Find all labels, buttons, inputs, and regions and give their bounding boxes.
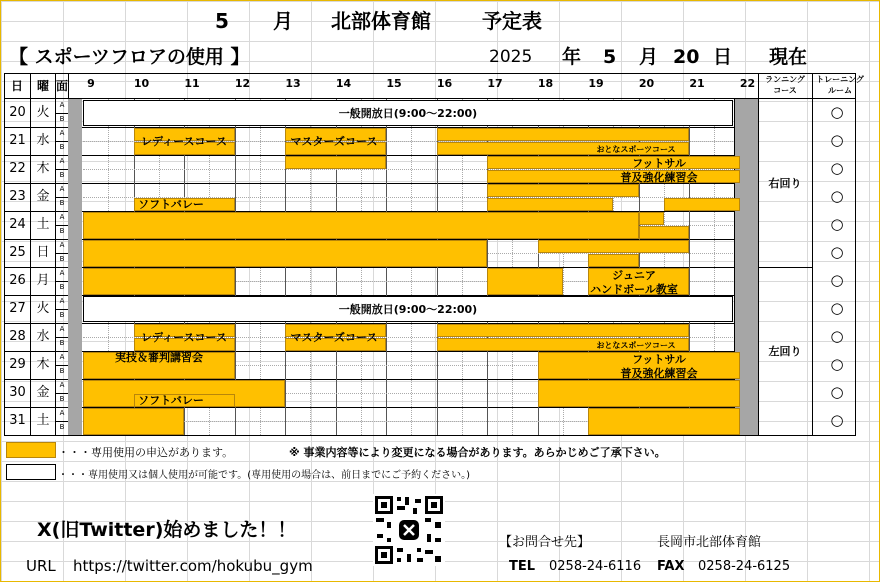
court-divider	[56, 169, 68, 170]
as-of-label: 現在	[769, 46, 808, 68]
training-available-mark: ○	[830, 131, 844, 149]
court-a: A	[59, 157, 65, 165]
training-available-mark: ○	[830, 271, 844, 289]
title-venue: 北部体育館	[331, 9, 431, 33]
otona-sports-label-2: おとなスポーツコース	[596, 341, 676, 350]
training-available-mark: ○	[830, 103, 844, 121]
hour-label: 19	[588, 77, 604, 90]
fax-number: 0258-24-6125	[698, 559, 791, 574]
section-title: 【 スポーツフロアの使用 】	[9, 46, 250, 68]
header-running-course: ランニング コース	[765, 75, 805, 95]
qr-code[interactable]	[373, 494, 445, 566]
jitsugi-label: 実技＆審判講習会	[115, 351, 203, 364]
junior-label-a: ジュニア	[612, 269, 656, 282]
hour-label: 16	[436, 77, 453, 90]
reservation-bar	[487, 184, 639, 197]
day-number: 25	[9, 245, 26, 260]
reservation-bar	[437, 128, 690, 141]
weekday: 水	[36, 133, 50, 148]
header-divider	[4, 98, 856, 99]
ladies-course-label-1: レディースコース	[140, 135, 228, 148]
court-a: A	[59, 353, 65, 361]
current-month: 5	[603, 46, 617, 68]
court-a: A	[59, 381, 65, 389]
header-court: 面	[55, 79, 68, 93]
reservation-bar	[639, 212, 664, 225]
weekday: 月	[36, 273, 50, 288]
weekday: 火	[36, 301, 50, 316]
running-direction-2: 左回り	[768, 345, 802, 358]
weekday: 木	[36, 357, 50, 372]
court-b: B	[59, 311, 65, 319]
futsal-label-2b: 普及強化練習会	[620, 367, 698, 380]
reservation-bar	[83, 240, 487, 267]
prep-column	[68, 99, 82, 435]
weekday: 金	[36, 189, 50, 204]
day-number: 27	[9, 301, 26, 316]
weekday: 火	[36, 105, 50, 120]
court-b: B	[59, 143, 65, 151]
qr-code-image	[373, 494, 445, 566]
court-b: B	[59, 171, 65, 179]
hour-label: 18	[537, 77, 554, 90]
reservation-bar	[588, 408, 740, 435]
hour-label: 21	[689, 77, 705, 90]
hour-label: 12	[234, 77, 251, 90]
running-divider	[758, 267, 812, 268]
day-number: 29	[9, 357, 26, 372]
weekday: 水	[36, 329, 50, 344]
training-available-mark: ○	[830, 187, 844, 205]
court-b: B	[59, 367, 65, 375]
day-number: 21	[9, 133, 26, 148]
softvolley-label-1: ソフトバレー	[138, 198, 204, 211]
reservation-bar	[538, 240, 690, 253]
hour-label: 14	[335, 77, 352, 90]
reservation-bar	[437, 324, 690, 337]
hour-label: 11	[184, 77, 200, 90]
reservation-bar	[83, 268, 235, 295]
court-divider	[56, 141, 68, 142]
contact-name: 長岡市北部体育館	[657, 535, 762, 550]
masters-course-label-1: マスターズコース	[290, 135, 378, 148]
training-divider	[812, 73, 813, 436]
hour-label: 17	[487, 77, 503, 90]
junior-label-b: ハンドボール教室	[590, 283, 678, 296]
hour-label: 20	[638, 77, 655, 90]
year-char: 年	[562, 46, 582, 68]
futsal-label-1b: 普及強化練習会	[620, 171, 698, 184]
day-number: 22	[9, 161, 26, 176]
court-divider	[56, 253, 68, 254]
weekday: 金	[36, 385, 50, 400]
futsal-label-2a: フットサル	[632, 353, 686, 366]
reservation-bar	[664, 198, 740, 211]
weekday: 土	[36, 217, 50, 232]
reservation-bar	[639, 226, 690, 239]
court-divider	[56, 337, 68, 338]
running-direction-1: 右回り	[768, 177, 802, 190]
masters-course-label-2: マスターズコース	[290, 331, 378, 344]
day-number: 28	[9, 329, 26, 344]
softvolley-label-2: ソフトバレー	[138, 394, 204, 407]
title-month-char: 月	[273, 9, 293, 33]
training-available-mark: ○	[830, 159, 844, 177]
day-number: 31	[9, 413, 26, 428]
court-b: B	[59, 255, 65, 263]
training-available-mark: ○	[830, 327, 844, 345]
court-b: B	[59, 283, 65, 291]
contact-label: 【お問合せ先】	[499, 535, 591, 550]
day-number: 23	[9, 189, 26, 204]
hour-label: 10	[133, 77, 150, 90]
hour-label: 15	[386, 77, 402, 90]
court-a: A	[59, 409, 65, 417]
weekday: 木	[36, 161, 50, 176]
fax-label: FAX	[657, 559, 685, 574]
legend-note: ※ 事業内容等により変更になる場合があります。あらかじめご了承下さい。	[289, 446, 666, 459]
court-a: A	[59, 297, 65, 305]
day-number: 30	[9, 385, 26, 400]
header-training-room: トレーニング ルーム	[816, 75, 864, 95]
court-divider	[56, 225, 68, 226]
reservation-bar	[588, 254, 639, 267]
reservation-bar	[285, 156, 386, 169]
court-divider	[56, 421, 68, 422]
time-gridline	[411, 99, 413, 435]
training-available-mark: ○	[830, 411, 844, 429]
court-b: B	[59, 115, 65, 123]
day-char: 日	[713, 46, 733, 68]
time-gridline	[386, 99, 388, 435]
court-a: A	[59, 101, 65, 109]
x-notice: X(旧Twitter)始めました！！	[37, 519, 297, 541]
court-a: A	[59, 213, 65, 221]
training-available-mark: ○	[830, 355, 844, 373]
court-a: A	[59, 269, 65, 277]
year: 2025	[489, 47, 533, 67]
court-divider	[56, 281, 68, 282]
url-label: URL	[26, 557, 56, 575]
weekday: 日	[36, 245, 50, 260]
court-divider	[56, 113, 68, 114]
reservation-bar	[538, 380, 740, 407]
hour-label: 13	[285, 77, 301, 90]
court-b: B	[59, 199, 65, 207]
court-divider	[56, 197, 68, 198]
title-label: 予定表	[482, 9, 542, 33]
court-divider	[56, 309, 68, 310]
open-day-label-1: 一般開放日(9:00～22:00)	[338, 107, 478, 120]
title-month-number: 5	[215, 9, 229, 33]
url-link[interactable]: https://twitter.com/hokubu_gym	[73, 557, 313, 575]
legend-free-text: ・・・専用使用又は個人使用が可能です。(専用使用の場合は、前日までにご予約ください。)	[58, 470, 471, 481]
court-divider	[56, 393, 68, 394]
legend-reserved-swatch	[6, 442, 56, 458]
day-number: 26	[9, 273, 26, 288]
training-available-mark: ○	[830, 243, 844, 261]
court-a: A	[59, 325, 65, 333]
hour-label: 22	[739, 77, 756, 90]
month-char: 月	[639, 46, 659, 68]
current-day: 20	[673, 46, 700, 68]
tel-number[interactable]: 0258-24-6116	[549, 559, 642, 574]
day-number: 20	[9, 105, 26, 120]
running-divider-left	[758, 73, 759, 436]
court-divider	[56, 365, 68, 366]
header-weekday: 曜	[36, 79, 49, 93]
weekday: 土	[36, 413, 50, 428]
reservation-bar	[487, 268, 563, 295]
hour-label: 9	[87, 77, 95, 90]
training-available-mark: ○	[830, 299, 844, 317]
court-a: A	[59, 241, 65, 249]
court-b: B	[59, 395, 65, 403]
day-number: 24	[9, 217, 26, 232]
court-b: B	[59, 227, 65, 235]
court-b: B	[59, 339, 65, 347]
court-b: B	[59, 423, 65, 431]
otona-sports-label-1: おとなスポーツコース	[596, 145, 676, 154]
legend-reserved-text: ・・・専用使用の申込があります。	[58, 446, 234, 459]
court-a: A	[59, 185, 65, 193]
open-day-label-2: 一般開放日(9:00～22:00)	[338, 303, 478, 316]
training-available-mark: ○	[830, 383, 844, 401]
ladies-course-label-2: レディースコース	[140, 331, 228, 344]
reservation-bar	[487, 198, 613, 211]
futsal-label-1a: フットサル	[632, 157, 686, 170]
training-available-mark: ○	[830, 215, 844, 233]
legend-free-swatch	[6, 464, 56, 480]
col-divider	[55, 73, 56, 436]
reservation-bar	[83, 212, 639, 239]
court-a: A	[59, 129, 65, 137]
tel-label: TEL	[509, 559, 536, 574]
header-day: 日	[10, 79, 23, 93]
reservation-bar	[83, 408, 184, 435]
